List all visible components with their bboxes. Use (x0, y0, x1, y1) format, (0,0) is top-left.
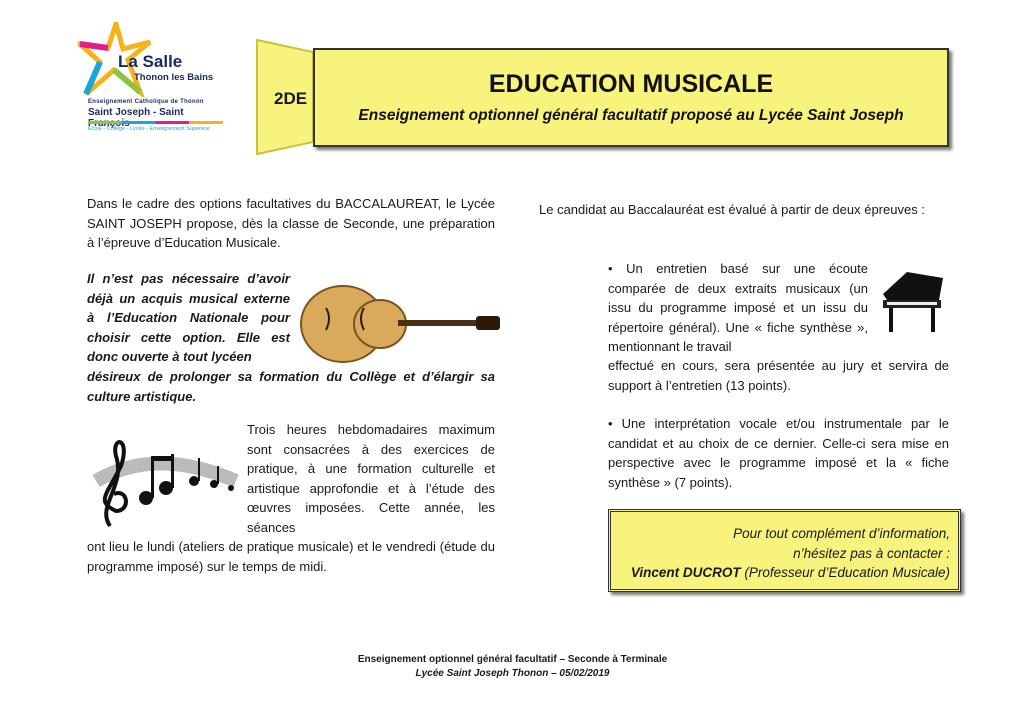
guitar-image (298, 278, 506, 366)
contact-line1: Pour tout complément d’information, (733, 526, 950, 541)
music-notes-image (86, 426, 242, 531)
logo-line2: Saint Joseph - Saint (88, 107, 184, 118)
logo-colorbar (88, 121, 223, 124)
logo-line1: Enseignement Catholique de Thonon (88, 99, 204, 105)
bullet-performance: • Une interprétation vocale et/ou instrumentale par le candidat et au choix de ce dernier. Celle-ci sera mise en perspective avec le programme imposé et la « fiche synthèse » (7 points). (608, 416, 949, 490)
contact-role: (Professeur d’Education Musicale) (744, 565, 950, 580)
contact-box (608, 509, 961, 592)
bullet-interview: • Un entretien basé sur une écoute comparée de deux extraits musicaux (un issu du programme imposé et un issu du répertoire général). Une « fiche synthèse », mentionnant le travail (608, 261, 868, 354)
page-subtitle: Enseignement optionnel général facultatif proposé au Lycée Saint Joseph (358, 107, 904, 124)
no-prereq-paragraph: Il n’est pas nécessaire d’avoir déjà un acquis musical externe à l’Education Nationale pour choisir cette option. Elle est donc ouverte à tout lycéen (87, 271, 290, 364)
evaluation-intro: Le candidat au Baccalauréat est évalué à partir de deux épreuves : (539, 202, 925, 217)
logo-name: La Salle (118, 52, 183, 71)
footer-line1: Enseignement optionnel général facultatif – Seconde à Terminale (357, 654, 668, 665)
school-logo (78, 22, 228, 137)
bullet-interview-continued: effectué en cours, sera présentée au jury et servira de support à l’entretien (13 points). (608, 358, 949, 393)
contact-name: Vincent DUCROT (630, 565, 741, 580)
schedule-continued: ont lieu le lundi (ateliers de pratique musicale) et le vendredi (étude du programme imposé) sur le temps de midi. (87, 539, 495, 574)
intro-paragraph: Dans le cadre des options facultatives du BACCALAUREAT, le Lycée SAINT JOSEPH propose, dès la classe de Seconde, une préparation à l’épreuve d’Education Musicale. (87, 196, 495, 250)
contact-line2: n’hésitez pas à contacter : (793, 545, 950, 561)
header-banner (313, 48, 949, 147)
logo-city: Thonon les Bains (134, 72, 214, 83)
footer-line2: Lycée Saint Joseph Thonon – 05/02/2019 (415, 668, 610, 679)
page-title: EDUCATION MUSICALE (488, 70, 774, 98)
no-prereq-continued: désireux de prolonger sa formation du Collège et d’élargir sa culture artistique. (87, 369, 495, 404)
piano-image (877, 264, 949, 336)
schedule-paragraph: Trois heures hebdomadaires maximum sont consacrées à des exercices de pratique, à une formation culturelle et artistique approfondie et à l’étude des œuvres imposées. Cette année, les séances (247, 422, 495, 535)
logo-line3: Ecole - Collège - Lycée - Enseignement Supérieur (88, 126, 211, 132)
level-label: 2DE (274, 89, 308, 108)
